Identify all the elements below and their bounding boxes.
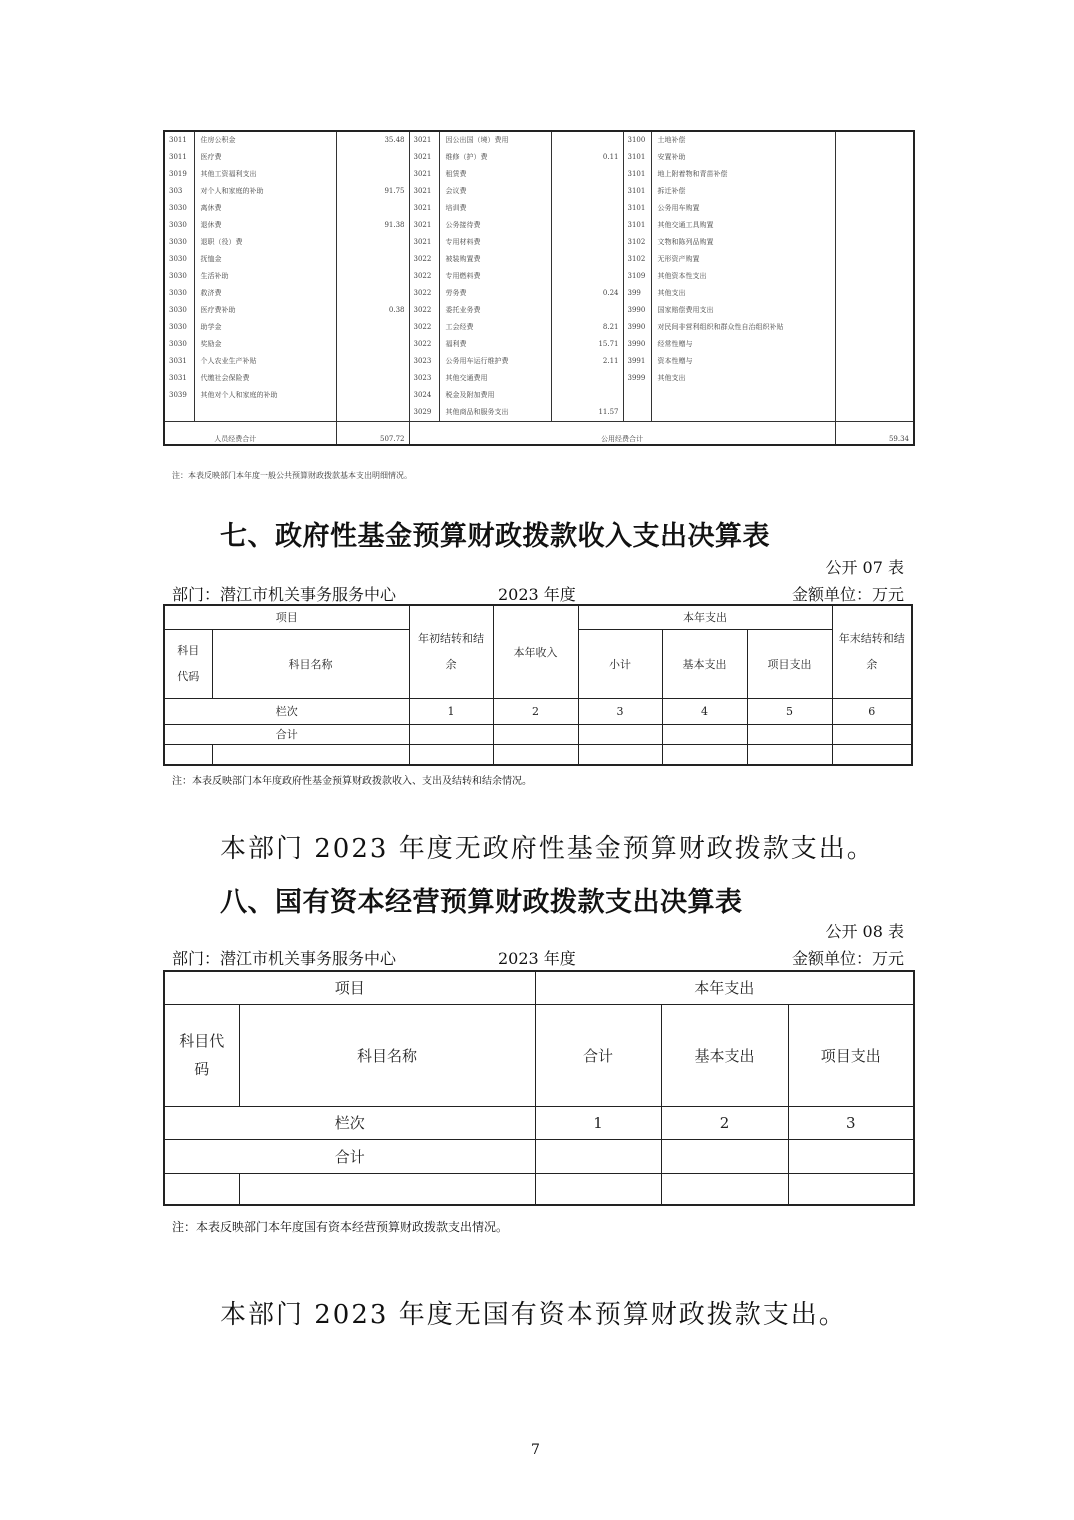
- t8-col-row: [164, 1106, 914, 1139]
- table-row: [164, 353, 914, 370]
- cell-value-b: 11.57: [551, 404, 623, 422]
- cell-value-a: [336, 370, 409, 387]
- t7-header-proj: 项目支出: [747, 629, 832, 698]
- cell-name-a: 代缴社会保险费: [194, 370, 336, 387]
- t7-header-name: 科目名称: [212, 629, 409, 698]
- public-total-label: 公用经费合计: [409, 422, 835, 446]
- cell-code-c: 3990: [623, 336, 651, 353]
- cell-name-b: 其他交通费用: [439, 370, 551, 387]
- cell-value-b: [551, 183, 623, 200]
- table-row: [164, 285, 914, 302]
- cell-name-a: 奖励金: [194, 336, 336, 353]
- t7-col-row: [164, 698, 912, 724]
- t7-total-label: 合计: [164, 724, 409, 744]
- cell-name-c: 文物和陈列品购置: [651, 234, 835, 251]
- t7-header-end: 年末结转和结余: [832, 605, 912, 698]
- cell-name-b: 工会经费: [439, 319, 551, 336]
- cell-code-c: 3102: [623, 251, 651, 268]
- t7-header-income: 本年收入: [493, 605, 578, 698]
- cell-name-b: 税金及附加费用: [439, 387, 551, 404]
- cell-code-a: 3030: [164, 234, 194, 251]
- cell-value-a: [336, 234, 409, 251]
- cell-name-a: 个人农业生产补贴: [194, 353, 336, 370]
- cell-value-c: [835, 319, 914, 336]
- cell-name-a: 退职（役）费: [194, 234, 336, 251]
- t8-header-proj: 项目支出: [788, 1004, 914, 1106]
- totals-row: [164, 422, 914, 446]
- t8-col-2: 2: [661, 1106, 788, 1139]
- cell-value-b: 0.11: [551, 149, 623, 166]
- cell-value-c: [835, 149, 914, 166]
- cell-value-a: [336, 319, 409, 336]
- t7-col-6: 6: [832, 698, 912, 724]
- cell-name-b: 其他商品和服务支出: [439, 404, 551, 422]
- cell-code-a: 303: [164, 183, 194, 200]
- cell-value-b: [551, 217, 623, 234]
- table-row: [164, 370, 914, 387]
- section8-unit: 金额单位：万元: [791, 949, 904, 968]
- t8-header-code: 科目代码: [164, 1004, 239, 1106]
- cell-value-b: 0.24: [551, 285, 623, 302]
- cell-name-c: 资本性赠与: [651, 353, 835, 370]
- cell-value-a: 91.38: [336, 217, 409, 234]
- table-row: [164, 404, 914, 422]
- cell-value-a: [336, 251, 409, 268]
- table-row: [164, 166, 914, 183]
- section7-statement: 本部门 2023 年度无政府性基金预算财政拨款支出。: [220, 834, 875, 864]
- cell-value-c: [835, 353, 914, 370]
- cell-code-c: 3991: [623, 353, 651, 370]
- basic-expense-detail-table: [163, 130, 915, 446]
- table-row: [164, 183, 914, 200]
- personnel-total-label: 人员经费合计: [164, 422, 336, 446]
- cell-name-b: 被装购置费: [439, 251, 551, 268]
- cell-code-b: 3022: [409, 302, 439, 319]
- cell-value-b: [551, 370, 623, 387]
- cell-code-a: 3030: [164, 285, 194, 302]
- cell-code-a: [164, 404, 194, 422]
- cell-value-c: [835, 251, 914, 268]
- cell-code-c: 399: [623, 285, 651, 302]
- cell-value-c: [835, 131, 914, 149]
- cell-value-a: [336, 149, 409, 166]
- cell-code-c: 3101: [623, 200, 651, 217]
- cell-code-c: 3101: [623, 217, 651, 234]
- cell-value-a: [336, 268, 409, 285]
- cell-value-a: [336, 404, 409, 422]
- cell-code-b: 3021: [409, 217, 439, 234]
- cell-code-a: 3031: [164, 370, 194, 387]
- table-row: [164, 319, 914, 336]
- section7-note: 注：本表反映部门本年度政府性基金预算财政拨款收入、支出及结转和结余情况。: [172, 776, 532, 787]
- section8-note: 注：本表反映部门本年度国有资本经营预算财政拨款支出情况。: [172, 1220, 509, 1234]
- cell-name-a: 退休费: [194, 217, 336, 234]
- cell-code-b: 3021: [409, 149, 439, 166]
- cell-code-c: 3109: [623, 268, 651, 285]
- cell-name-c: [651, 404, 835, 422]
- table-row: [164, 200, 914, 217]
- cell-value-b: [551, 268, 623, 285]
- state-capital-table: [163, 970, 915, 1206]
- cell-name-c: 地上附着物和青苗补偿: [651, 166, 835, 183]
- page-number: 7: [531, 1442, 540, 1458]
- section8-statement: 本部门 2023 年度无国有资本预算财政拨款支出。: [220, 1300, 847, 1330]
- cell-name-b: 专用材料费: [439, 234, 551, 251]
- cell-value-c: [835, 268, 914, 285]
- cell-name-c: 拆迁补偿: [651, 183, 835, 200]
- cell-value-a: [336, 166, 409, 183]
- public-total-value: 59.34: [835, 422, 914, 446]
- cell-name-c: 无形资产购置: [651, 251, 835, 268]
- t8-empty-row: [164, 1173, 914, 1205]
- cell-name-b: 租赁费: [439, 166, 551, 183]
- basic-expense-detail-rows: [164, 131, 914, 422]
- table6-note: 注：本表反映部门本年度一般公共预算财政拨款基本支出明细情况。: [172, 471, 412, 480]
- personnel-total-value: 507.72: [336, 422, 409, 446]
- t8-col-1: 1: [535, 1106, 661, 1139]
- table-row: [164, 387, 914, 404]
- cell-value-a: [336, 200, 409, 217]
- t7-header-code: 科目代码: [164, 629, 212, 698]
- t7-header-project: 项目: [164, 605, 409, 629]
- cell-name-a: 助学金: [194, 319, 336, 336]
- cell-name-b: 劳务费: [439, 285, 551, 302]
- cell-code-a: 3019: [164, 166, 194, 183]
- cell-value-a: [336, 353, 409, 370]
- cell-code-a: 3030: [164, 200, 194, 217]
- t7-header-basic: 基本支出: [662, 629, 747, 698]
- t8-total-label: 合计: [164, 1139, 535, 1173]
- table-row: [164, 234, 914, 251]
- cell-code-b: 3021: [409, 183, 439, 200]
- cell-name-a: 医疗费: [194, 149, 336, 166]
- section8-code: 公开 08 表: [825, 922, 904, 941]
- cell-value-c: [835, 183, 914, 200]
- cell-name-a: 住房公积金: [194, 131, 336, 149]
- cell-name-a: 医疗费补助: [194, 302, 336, 319]
- cell-code-a: 3011: [164, 149, 194, 166]
- cell-code-b: 3022: [409, 268, 439, 285]
- t8-header-expense: 本年支出: [535, 971, 914, 1004]
- t7-col-1: 1: [409, 698, 493, 724]
- cell-value-a: [336, 285, 409, 302]
- section7-year: 2023 年度: [498, 585, 576, 604]
- cell-value-c: [835, 387, 914, 404]
- cell-code-a: 3030: [164, 319, 194, 336]
- cell-name-b: 公务用车运行维护费: [439, 353, 551, 370]
- cell-value-c: [835, 370, 914, 387]
- cell-name-c: [651, 387, 835, 404]
- t7-header-subtotal: 小计: [578, 629, 662, 698]
- cell-code-a: 3011: [164, 131, 194, 149]
- cell-code-b: 3023: [409, 370, 439, 387]
- cell-code-b: 3021: [409, 131, 439, 149]
- t7-col-4: 4: [662, 698, 747, 724]
- cell-name-a: 离休费: [194, 200, 336, 217]
- t7-empty-row: [164, 744, 912, 765]
- cell-value-b: 2.11: [551, 353, 623, 370]
- t8-header-project: 项目: [164, 971, 535, 1004]
- cell-name-c: 其他资本性支出: [651, 268, 835, 285]
- table-row: [164, 131, 914, 149]
- cell-code-b: 3022: [409, 285, 439, 302]
- section7-dept: 部门：潜江市机关事务服务中心: [172, 585, 397, 604]
- t7-total-row: [164, 724, 912, 744]
- t8-header-name: 科目名称: [239, 1004, 535, 1106]
- cell-code-c: 3102: [623, 234, 651, 251]
- gov-fund-table: [163, 604, 913, 766]
- cell-code-c: 3999: [623, 370, 651, 387]
- cell-value-c: [835, 302, 914, 319]
- table-row: [164, 149, 914, 166]
- t7-header-expense: 本年支出: [578, 605, 832, 629]
- cell-code-b: 3022: [409, 319, 439, 336]
- cell-value-a: [336, 387, 409, 404]
- table-row: [164, 217, 914, 234]
- cell-name-a: 其他工资福利支出: [194, 166, 336, 183]
- cell-name-c: 国家赔偿费用支出: [651, 302, 835, 319]
- section8-year: 2023 年度: [498, 949, 576, 968]
- cell-name-b: 委托业务费: [439, 302, 551, 319]
- cell-name-c: 土地补偿: [651, 131, 835, 149]
- table-row: [164, 336, 914, 353]
- cell-code-a: 3039: [164, 387, 194, 404]
- cell-value-c: [835, 234, 914, 251]
- cell-code-c: 3990: [623, 302, 651, 319]
- cell-name-b: 福利费: [439, 336, 551, 353]
- table-row: [164, 268, 914, 285]
- section7-title: 七、政府性基金预算财政拨款收入支出决算表: [220, 521, 770, 552]
- cell-name-a: 救济费: [194, 285, 336, 302]
- section7-unit: 金额单位：万元: [791, 585, 904, 604]
- cell-value-c: [835, 217, 914, 234]
- cell-value-a: 35.48: [336, 131, 409, 149]
- cell-code-b: 3029: [409, 404, 439, 422]
- cell-code-b: 3021: [409, 234, 439, 251]
- t7-header-begin: 年初结转和结余: [409, 605, 493, 698]
- cell-value-c: [835, 166, 914, 183]
- t7-col-3: 3: [578, 698, 662, 724]
- cell-code-c: [623, 387, 651, 404]
- cell-value-b: [551, 166, 623, 183]
- cell-value-c: [835, 404, 914, 422]
- cell-code-c: [623, 404, 651, 422]
- cell-code-b: 3022: [409, 336, 439, 353]
- cell-name-a: 其他对个人和家庭的补助: [194, 387, 336, 404]
- cell-value-b: [551, 234, 623, 251]
- cell-name-b: 会议费: [439, 183, 551, 200]
- cell-code-a: 3030: [164, 336, 194, 353]
- cell-code-b: 3023: [409, 353, 439, 370]
- cell-code-a: 3030: [164, 302, 194, 319]
- cell-code-b: 3024: [409, 387, 439, 404]
- table-row: [164, 251, 914, 268]
- cell-code-c: 3101: [623, 183, 651, 200]
- cell-name-c: 公务用车购置: [651, 200, 835, 217]
- cell-code-b: 3022: [409, 251, 439, 268]
- cell-code-c: 3990: [623, 319, 651, 336]
- cell-code-a: 3030: [164, 251, 194, 268]
- cell-name-c: 安置补助: [651, 149, 835, 166]
- cell-value-b: [551, 200, 623, 217]
- t7-col-label: 栏次: [164, 698, 409, 724]
- cell-name-a: 对个人和家庭的补助: [194, 183, 336, 200]
- cell-name-c: 其他交通工具购置: [651, 217, 835, 234]
- cell-name-b: 因公出国（境）费用: [439, 131, 551, 149]
- cell-name-b: 培训费: [439, 200, 551, 217]
- cell-value-b: [551, 131, 623, 149]
- t8-header-basic: 基本支出: [661, 1004, 788, 1106]
- t7-col-2: 2: [493, 698, 578, 724]
- t8-col-3: 3: [788, 1106, 914, 1139]
- cell-value-a: 91.75: [336, 183, 409, 200]
- cell-code-a: 3031: [164, 353, 194, 370]
- cell-code-a: 3030: [164, 268, 194, 285]
- cell-name-b: 维修（护）费: [439, 149, 551, 166]
- cell-value-b: 15.71: [551, 336, 623, 353]
- t8-total-row: [164, 1139, 914, 1173]
- cell-value-a: [336, 336, 409, 353]
- cell-code-c: 3100: [623, 131, 651, 149]
- cell-name-c: 其他支出: [651, 370, 835, 387]
- cell-value-c: [835, 200, 914, 217]
- section8-dept: 部门：潜江市机关事务服务中心: [172, 949, 397, 968]
- cell-value-a: 0.38: [336, 302, 409, 319]
- t8-header-total: 合计: [535, 1004, 661, 1106]
- cell-value-c: [835, 336, 914, 353]
- cell-name-c: 经常性赠与: [651, 336, 835, 353]
- cell-code-b: 3021: [409, 166, 439, 183]
- cell-name-a: 抚恤金: [194, 251, 336, 268]
- cell-value-b: [551, 302, 623, 319]
- section8-title: 八、国有资本经营预算财政拨款支出决算表: [220, 887, 743, 918]
- cell-value-c: [835, 285, 914, 302]
- cell-code-b: 3021: [409, 200, 439, 217]
- t7-col-5: 5: [747, 698, 832, 724]
- section7-code: 公开 07 表: [825, 558, 904, 577]
- cell-name-b: 公务接待费: [439, 217, 551, 234]
- cell-code-c: 3101: [623, 149, 651, 166]
- cell-value-b: 8.21: [551, 319, 623, 336]
- cell-name-a: [194, 404, 336, 422]
- cell-code-c: 3101: [623, 166, 651, 183]
- cell-value-b: [551, 251, 623, 268]
- cell-name-a: 生活补助: [194, 268, 336, 285]
- cell-code-a: 3030: [164, 217, 194, 234]
- cell-value-b: [551, 387, 623, 404]
- cell-name-c: 对民间非营利组织和群众性自治组织补贴: [651, 319, 835, 336]
- table-row: [164, 302, 914, 319]
- t8-col-label: 栏次: [164, 1106, 535, 1139]
- cell-name-b: 专用燃料费: [439, 268, 551, 285]
- cell-name-c: 其他支出: [651, 285, 835, 302]
